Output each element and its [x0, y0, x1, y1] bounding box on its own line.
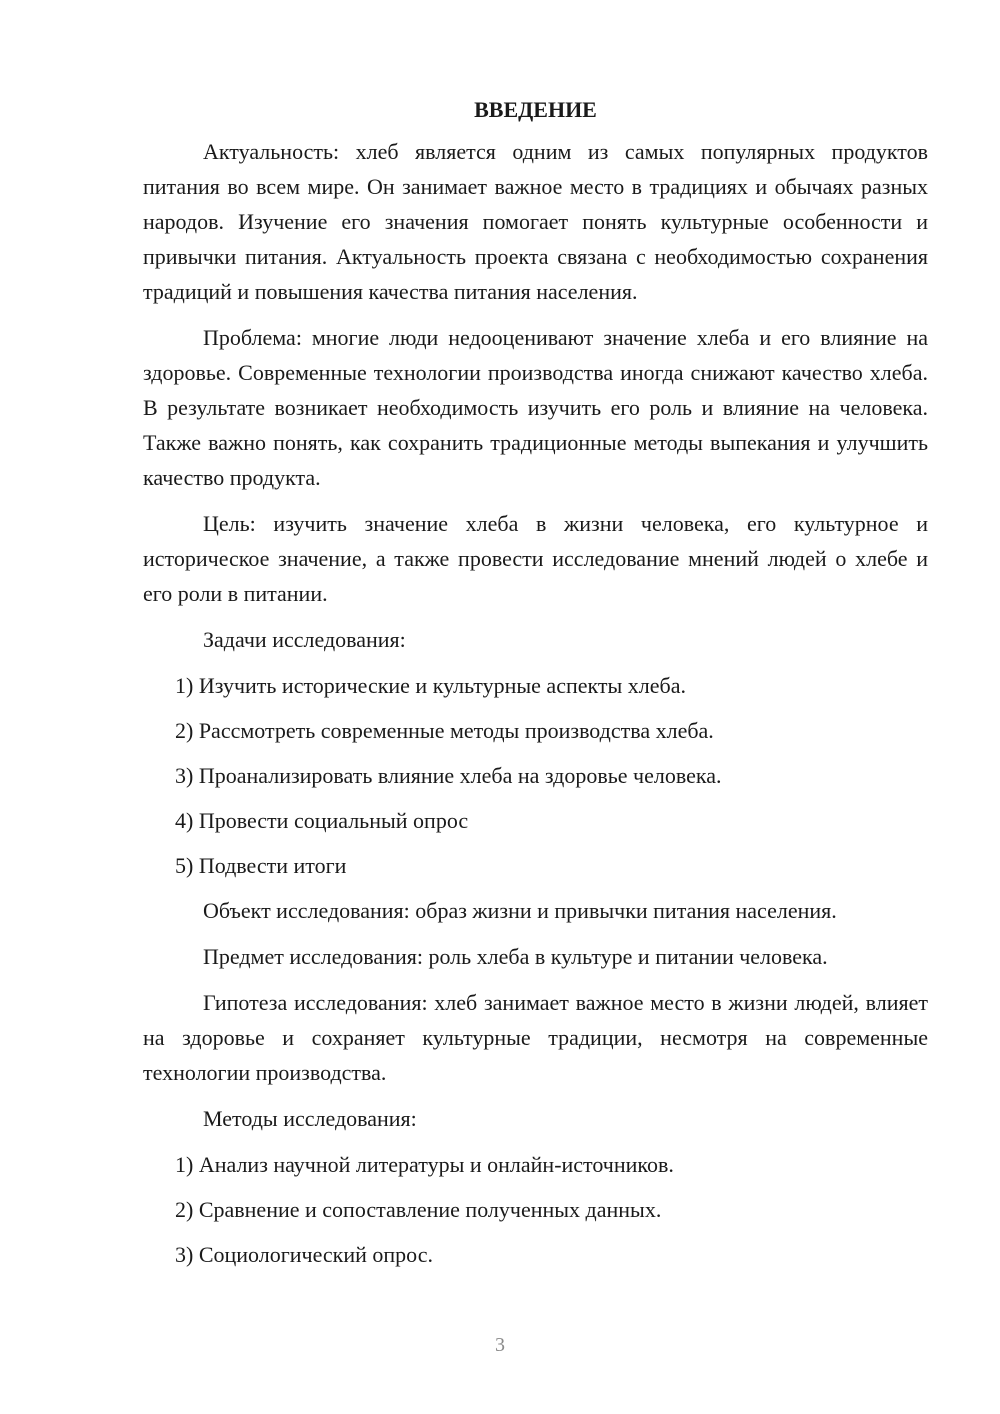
tasks-list — [143, 668, 928, 884]
document-page — [143, 92, 928, 1282]
list-item: 3) Социологический опрос. — [175, 1242, 433, 1267]
list-item: 1) Анализ научной литературы и онлайн-источников. — [175, 1152, 674, 1177]
page-number: 3 — [495, 1334, 505, 1356]
list-item: 3) Проанализировать влияние хлеба на здоровье человека. — [175, 763, 722, 788]
hypothesis-paragraph: Гипотеза исследования: хлеб занимает важное место в жизни людей, влияет на здоровье и сохраняет культурные традиции, несмотря на современные технологии производства. — [143, 990, 928, 1085]
subject-paragraph: Предмет исследования: роль хлеба в культуре и питании человека. — [203, 944, 828, 969]
goal-paragraph: Цель: изучить значение хлеба в жизни человека, его культурное и историческое значение, а также провести исследование мнений людей о хлебе и его роли в питании. — [143, 511, 928, 606]
list-item: 5) Подвести итоги — [175, 853, 347, 878]
methods-list — [143, 1147, 928, 1273]
tasks-heading: Задачи исследования: — [203, 627, 406, 652]
section-title: ВВЕДЕНИЕ — [474, 97, 597, 122]
list-item: 1) Изучить исторические и культурные аспекты хлеба. — [175, 673, 686, 698]
list-item: 4) Провести социальный опрос — [175, 808, 469, 833]
object-paragraph: Объект исследования: образ жизни и привычки питания населения. — [203, 898, 837, 923]
problem-paragraph: Проблема: многие люди недооценивают значение хлеба и его влияние на здоровье. Современные технологии производства иногда снижают качество хлеба. В результате возникает необходимость изучить его роль и влияние на человека. Также важно понять, как сохранить традиционные методы выпекания и улучшить качество продукта. — [143, 325, 928, 490]
methods-heading: Методы исследования: — [203, 1106, 417, 1131]
list-item: 2) Сравнение и сопоставление полученных данных. — [175, 1197, 662, 1222]
relevance-paragraph: Актуальность: хлеб является одним из самых популярных продуктов питания во всем мире. Он занимает важное место в традициях и обычаях разных народов. Изучение его значения помогает понять культурные особенности и привычки питания. Актуальность проекта связана с необходимостью сохранения традиций и повышения качества питания населения. — [143, 139, 928, 304]
list-item: 2) Рассмотреть современные методы производства хлеба. — [175, 718, 714, 743]
